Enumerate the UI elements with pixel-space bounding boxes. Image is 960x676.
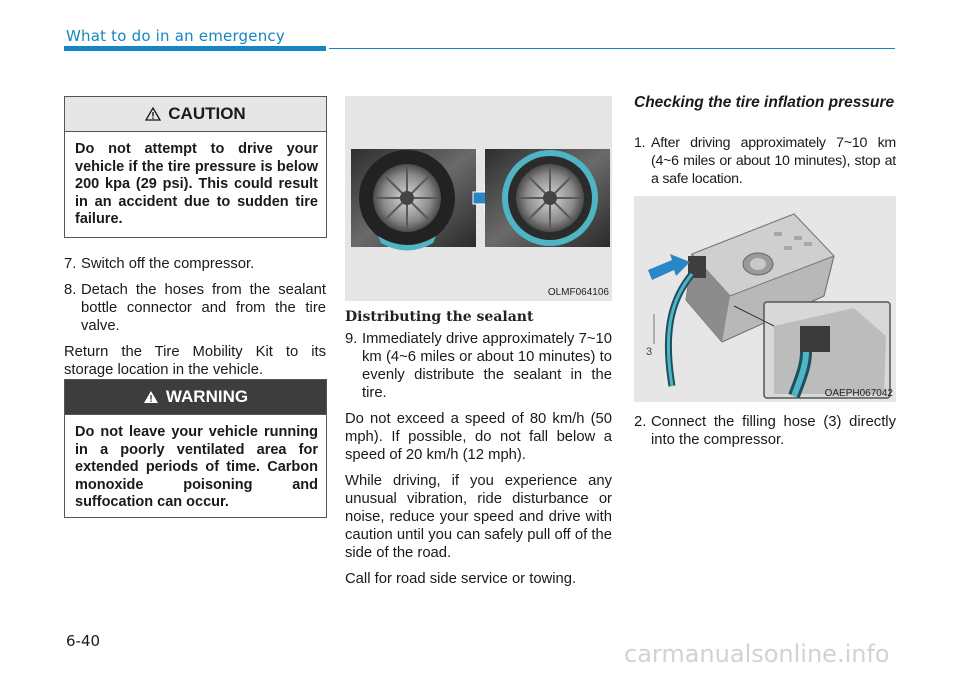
list-item-step-9 bbox=[345, 330, 612, 402]
compressor-illustration bbox=[634, 196, 896, 402]
list-item-step-1 bbox=[634, 134, 896, 188]
tire-sealant-figure bbox=[345, 96, 612, 301]
step-number: 1. bbox=[634, 135, 646, 151]
step-text: After driving approximately 7~10 km (4~6 miles or about 10 minutes), stop at a safe location. bbox=[651, 135, 896, 187]
warning-text: Do not leave your vehicle running in a poorly ventilated area for extended periods of time. Carbon monoxide poisoning and suffocation can occur. bbox=[75, 424, 318, 511]
caution-title: CAUTION bbox=[168, 104, 246, 123]
distributing-heading: Distributing the sealant bbox=[345, 309, 534, 325]
left-column-text bbox=[64, 255, 326, 387]
step-text: Switch off the compressor. bbox=[81, 256, 255, 272]
warning-triangle-icon bbox=[143, 390, 159, 404]
section-title: What to do in an emergency bbox=[66, 27, 285, 45]
step-text: Immediately drive approximately 7~10 km (4~6 miles or about 10 minutes) to evenly distribute the sealant in the tire. bbox=[362, 331, 612, 401]
list-item-step-7 bbox=[64, 255, 326, 273]
figure-code: OLMF064106 bbox=[547, 287, 609, 298]
warning-header bbox=[65, 380, 326, 415]
service-paragraph: Call for road side service or towing. bbox=[345, 571, 577, 587]
step-number: 9. bbox=[345, 331, 358, 347]
warning-title: WARNING bbox=[165, 387, 249, 406]
list-item-step-2 bbox=[634, 413, 896, 449]
checking-heading: Checking the tire inflation pressure bbox=[634, 94, 895, 111]
step-text: Connect the filling hose (3) directly into the compressor. bbox=[651, 414, 896, 448]
middle-column-text bbox=[345, 330, 612, 596]
step-text: Detach the hoses from the sealant bottle connector and from the tire valve. bbox=[81, 282, 326, 334]
list-item-step-8 bbox=[64, 281, 326, 335]
caution-header bbox=[65, 97, 326, 132]
figure-code: OAEPH067042 bbox=[824, 388, 893, 399]
page-number: 6-40 bbox=[66, 632, 101, 650]
right-column-step-1 bbox=[634, 134, 896, 196]
compressor-figure bbox=[634, 196, 896, 402]
caution-box bbox=[64, 96, 327, 238]
tire-sealant-illustration bbox=[345, 96, 612, 301]
watermark: carmanualsonline.info bbox=[624, 640, 890, 668]
warning-box bbox=[64, 379, 327, 518]
hose-callout-number: 3 bbox=[646, 346, 653, 358]
step-number: 7. bbox=[64, 256, 77, 272]
header-rule-thick bbox=[64, 46, 326, 51]
vibration-paragraph: While driving, if you experience any unusual vibration, ride disturbance or noise, reduce your speed and drive with caution until you can safely pull off of the side of the road. bbox=[345, 473, 612, 561]
return-kit-text: Return the Tire Mobility Kit to its storage location in the vehicle. bbox=[64, 344, 326, 378]
speed-paragraph: Do not exceed a speed of 80 km/h (50 mph). If possible, do not fall below a speed of 20 km/h (12 mph). bbox=[345, 411, 612, 463]
right-column-step-2 bbox=[634, 413, 896, 457]
caution-text: Do not attempt to drive your vehicle if the tire pressure is below 200 kpa (29 psi). This could result in an accident due to sudden tire failure. bbox=[75, 141, 318, 228]
step-number: 8. bbox=[64, 282, 77, 298]
header-rule-thin bbox=[329, 48, 895, 49]
caution-triangle-icon bbox=[145, 107, 161, 121]
step-number: 2. bbox=[634, 414, 647, 430]
